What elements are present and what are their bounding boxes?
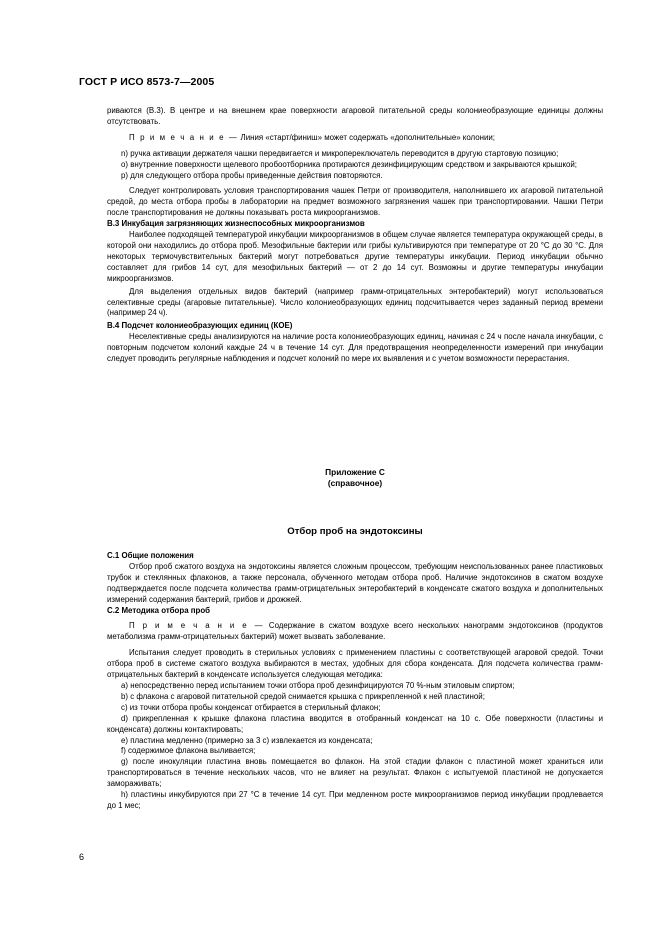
note-text: Содержание в сжатом воздухе всего нескольких нанограмм эндотоксинов (продуктов метаболизма грамм-отрицательных бактерий) может вызвать заболевание.: [107, 621, 603, 642]
annex-title: Отбор проб на эндотоксины: [287, 526, 423, 537]
list-item-f: f) содержимое флакона выливается;: [121, 746, 256, 756]
paragraph: Следует контролировать условия транспортирования чашек Петри от производителя, наполнившего их агаровой питательной средой, до места отбора пробы в лаборатории на предмет возможного загрязнения чашек при транспортировании. Чашки Петри после транспортирования не должны показывать роста микроорганизмов.: [107, 186, 603, 218]
section-heading-c2: С.2 Методика отбора проб: [107, 605, 211, 615]
note-label: П р и м е ч а н и е —: [129, 132, 239, 142]
list-item-b: b) с флакона с агаровой питательной средой снимается крышка с прикрепленной к ней пластиной;: [121, 691, 485, 701]
note-text: Линия «старт/финиш» может содержать «дополнительные» колонии;: [238, 132, 495, 142]
section-heading-b3: В.3 Инкубация загрязняющих жизнеспособных микроорганизмов: [107, 219, 365, 229]
list-item-h: h) пластины инкубируются при 27 °С в течение 14 сут. При медленном росте микроорганизмов период инкубации продлевается до 1 мес;: [107, 790, 603, 810]
annex-heading: [107, 467, 603, 489]
list-item-d: d) прикрепленная к крышке флакона пластина вводится в отобранный конденсат на 10 с. Обе поверхности (пластины и конденсата) должны контактировать;: [107, 713, 603, 734]
annex-c-content: [107, 551, 603, 812]
section-b-continued: [107, 106, 603, 365]
annex-kind: (справочное): [327, 478, 383, 488]
list-item-a: а) непосредственно перед испытанием точки отбора проб дезинфицируются 70 %-ным этиловым спиртом;: [121, 680, 515, 690]
note: [107, 133, 603, 144]
section-heading-b4: В.4 Подсчет колониеобразующих единиц (КОЕ): [107, 321, 293, 331]
document-header: ГОСТ Р ИСО 8573-7—2005: [79, 76, 215, 88]
paragraph: Неселективные среды анализируются на наличие роста колониеобразующих единиц, начиная с 24 ч после начала инкубации, с повторным подсчетом колоний каждые 24 ч в течение 14 сут. Для предотвращения неопределенности измерений при инкубации следует проводить регулярные наблюдения и подсчет колоний по мере их выявления и с учетом возможности перерастания.: [107, 332, 603, 364]
list-item-n: n) ручка активации держателя чашки передвигается и микропереключатель переводится в другую стартовую позицию;: [121, 148, 559, 158]
annex-name: Приложение С: [325, 467, 385, 477]
paragraph: Испытания следует проводить в стерильных условиях с применением пластины с соответствующей агаровой средой. Точки отбора проб в системе сжатого воздуха выбираются в местах, удобных для сбора конденсата. Для подсчета количества грамм-отрицательных бактерий в конденсате используется следующая методика:: [107, 648, 603, 680]
note-label: П р и м е ч а н и е —: [129, 621, 265, 631]
list-item-g: g) после инокуляции пластина вновь помещается во флакон. На этой стадии флакон с пластиной может храниться или транспортироваться в течение нескольких часов, что не влияет на результат. Флакон с испытуемой пластиной не допускается замораживать;: [107, 757, 603, 789]
paragraph: Наиболее подходящей температурой инкубации микроорганизмов в общем случае является температура окружающей среды, в которой они находились до отбора проб. Мезофильные бактерии или грибы культивируются при температуре от 20 °С до 30 °С. Для некоторых термочувствительных бактерий могут потребоваться другие температуры инкубации. Период инкубации обычно составляет для грибов 14 сут, для мезофильных бактерий — от 2 до 14 сут. Возможны и другие температуры инкубации микроорганизмов.: [107, 230, 603, 283]
note: [107, 621, 603, 643]
list-item-c: с) из точки отбора пробы конденсат отбирается в стерильный флакон;: [121, 702, 381, 712]
list-item-e: е) пластина медленно (примерно за 3 с) извлекается из конденсата;: [121, 735, 373, 745]
section-heading-c1: С.1 Общие положения: [107, 551, 194, 560]
paragraph: Для выделения отдельных видов бактерий (например грамм-отрицательных энтеробактерий) могут использоваться селективные среды (агаровые питательные). Число колониеобразующих единиц подсчитывается через заданный период времени (например 24 ч).: [107, 286, 603, 318]
paragraph: Отбор проб сжатого воздуха на эндотоксины является сложным процессом, требующим неиспользованных ранее пластиковых трубок и стеклянных флаконов, а также персонала, обученного методам отбора проб. Наличие эндотоксинов в сжатом воздухе подтверждается после подсчета количества грамм-отрицательных энтеробактерий в конденсате сжатого воздуха и дополнительных измерений содержания бактерий, грибов и дрожжей.: [107, 561, 603, 604]
page-number: 6: [79, 852, 85, 862]
paragraph: риваются (В.3). В центре и на внешнем крае поверхности агаровой питательной среды колониеобразующие единицы должны отсутствовать.: [107, 106, 603, 126]
list-item-o: о) внутренние поверхности щелевого пробоотборника протираются дезинфицирующим средством и закрываются крышкой;: [121, 159, 577, 169]
list-item-p: р) для следующего отбора пробы приведенные действия повторяются.: [121, 170, 383, 180]
